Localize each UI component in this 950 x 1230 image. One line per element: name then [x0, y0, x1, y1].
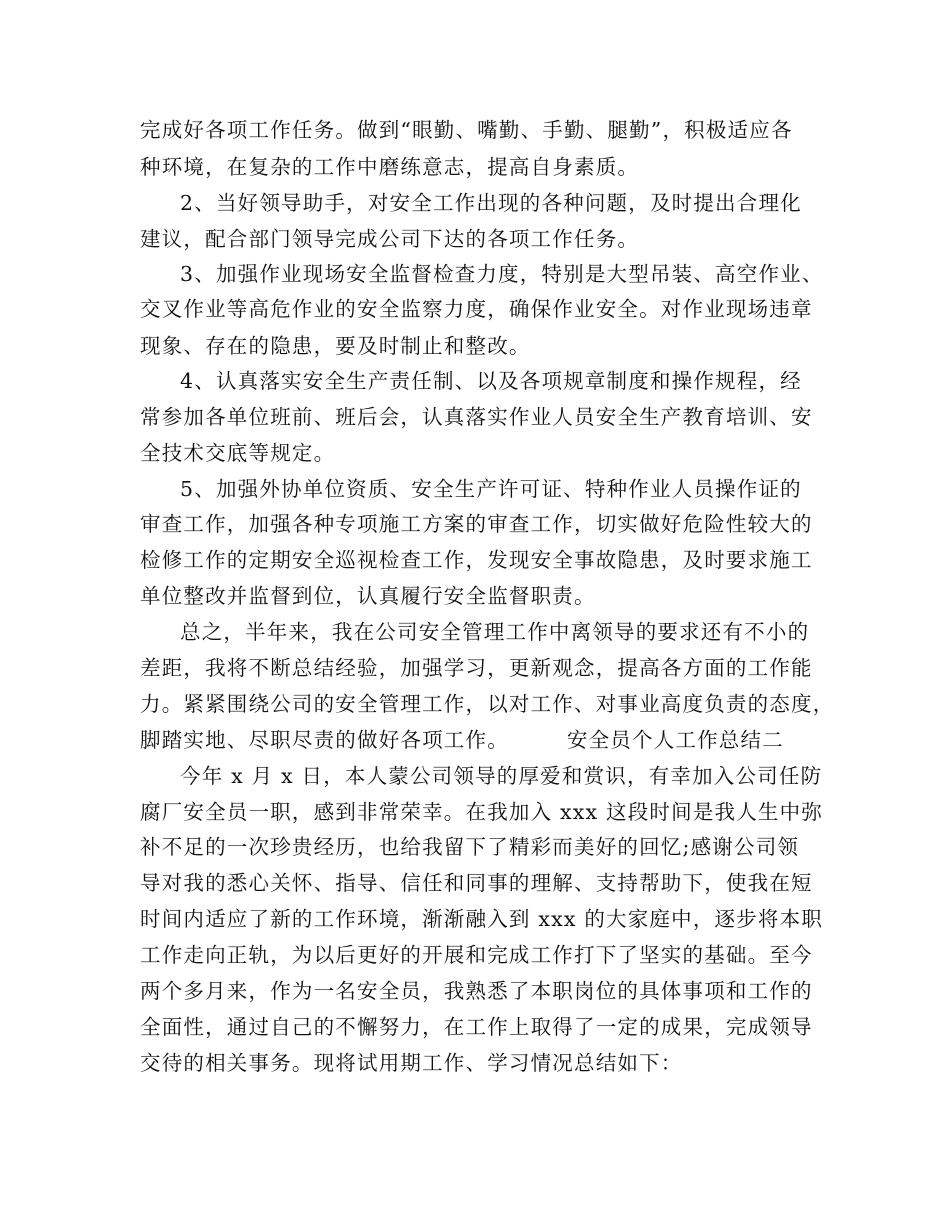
paragraph-line: 种环境，在复杂的工作中磨练意志，提高自身素质。: [140, 155, 640, 179]
paragraph-line: 5、加强外协单位资质、安全生产许可证、特种作业人员操作证的: [180, 477, 802, 501]
paragraph-line: 力。紧紧围绕公司的安全管理工作，以对工作、对事业高度负责的态度，: [140, 692, 835, 716]
paragraph-line: 完成好各项工作任务。做到“眼勤、嘴勤、手勤、腿勤”，积极适应各: [140, 118, 793, 142]
paragraph-line: 补不足的一次珍贵经历，也给我留下了精彩而美好的回忆;感谢公司领: [140, 835, 800, 859]
paragraph-line: 单位整改并监督到位，认真履行安全监督职责。: [140, 584, 596, 608]
paragraph-line: 交待的相关事务。现将试用期工作、学习情况总结如下：: [140, 1051, 683, 1075]
paragraph-line: 检修工作的定期安全巡视检查工作，发现安全事故隐患，及时要求施工: [140, 548, 813, 572]
paragraph-line: 交叉作业等高危作业的安全监察力度，确保作业安全。对作业现场违章: [140, 297, 813, 321]
paragraph-line: 腐厂安全员一职，感到非常荣幸。在我加入 xxx 这段时间是我人生中弥: [140, 800, 824, 824]
paragraph-line: 今年 x 月 x 日，本人蒙公司领导的厚爱和赏识，有幸加入公司任防: [180, 764, 823, 788]
paragraph-line: 4、认真落实安全生产责任制、以及各项规章制度和操作规程，经: [180, 369, 802, 393]
paragraph-line: 全技术交底等规定。: [140, 441, 336, 465]
paragraph-line: 时间内适应了新的工作环境，渐渐融入到 xxx 的大家庭中，逐步将本职: [140, 907, 824, 931]
section-title: 安全员个人工作总结二: [566, 728, 784, 752]
paragraph-line: 两个多月来，作为一名安全员，我熟悉了本职岗位的具体事项和工作的: [140, 979, 813, 1003]
paragraph-line: 2、当好领导助手，对安全工作出现的各种问题，及时提出合理化: [180, 191, 802, 215]
paragraph-line: 现象、存在的隐患，要及时制止和整改。: [140, 334, 531, 358]
paragraph-line: 总之，半年来，我在公司安全管理工作中离领导的要求还有不小的: [180, 620, 810, 644]
paragraph-line: 常参加各单位班前、班后会，认真落实作业人员安全生产教育培训、安: [140, 405, 813, 429]
paragraph-line: 差距，我将不断总结经验，加强学习，更新观念，提高各方面的工作能: [140, 656, 813, 680]
paragraph-line: 建议，配合部门领导完成公司下达的各项工作任务。: [140, 227, 640, 251]
paragraph-line: 导对我的悉心关怀、指导、信任和同事的理解、支持帮助下，使我在短: [140, 871, 813, 895]
paragraph-line: 审查工作，加强各种专项施工方案的审查工作，切实做好危险性较大的: [140, 512, 813, 536]
paragraph-line-text: 脚踏实地、尽职尽责的做好各项工作。: [140, 728, 509, 752]
paragraph-line: 工作走向正轨，为以后更好的开展和完成工作打下了坚实的基础。至今: [140, 943, 813, 967]
paragraph-line: 全面性，通过自己的不懈努力，在工作上取得了一定的成果，完成领导: [140, 1015, 813, 1039]
paragraph-line: [140, 728, 820, 752]
paragraph-line: 3、加强作业现场安全监督检查力度，特别是大型吊装、高空作业、: [180, 262, 824, 286]
